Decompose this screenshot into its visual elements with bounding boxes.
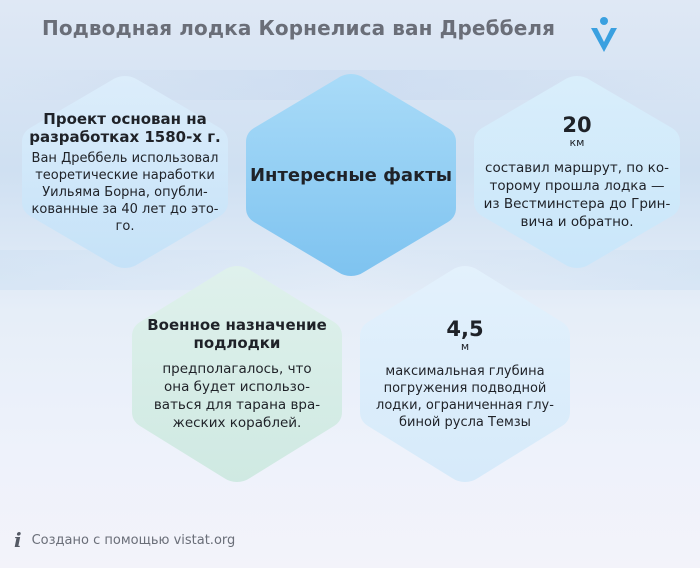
- route-unit: км: [569, 135, 585, 149]
- footer: [14, 528, 235, 552]
- hex-card-depth: [352, 262, 578, 486]
- info-icon: i: [14, 528, 22, 552]
- hex-card-origin: [14, 72, 236, 272]
- card-body: Ван Дреббель использовал теоретические наработки Уильяма Борна, опубли- кованные за 40 лет до это- го.: [31, 150, 219, 234]
- page-title: Подводная лодка Корнелиса ван Дреббеля: [42, 16, 556, 40]
- depth-number: 4,5: [446, 316, 484, 341]
- card-body: составил маршрут, по ко- торому прошла лодка — из Вестминстера до Грин- вича и обратно.: [483, 159, 671, 230]
- center-title: Интересные факты: [249, 164, 453, 186]
- card-body: предполагалось, что она будет использо- ваться для тарана вра- жеских кораблей.: [153, 361, 321, 431]
- vistat-logo-icon: [588, 16, 620, 56]
- hex-card-route: [466, 72, 688, 272]
- hex-card-military: [124, 262, 350, 486]
- footer-link[interactable]: Создано с помощью vistat.org: [31, 532, 236, 548]
- card-body: максимальная глубина погружения подводной лодки, ограниченная глу- биной русла Темзы: [376, 363, 554, 430]
- card-heading: Проект основан на разработках 1580-х г.: [29, 109, 221, 146]
- route-number: 20: [562, 112, 592, 137]
- card-heading: Военное назначение подлодки: [147, 316, 327, 352]
- hex-card-center: [238, 70, 464, 280]
- depth-unit: м: [460, 339, 470, 353]
